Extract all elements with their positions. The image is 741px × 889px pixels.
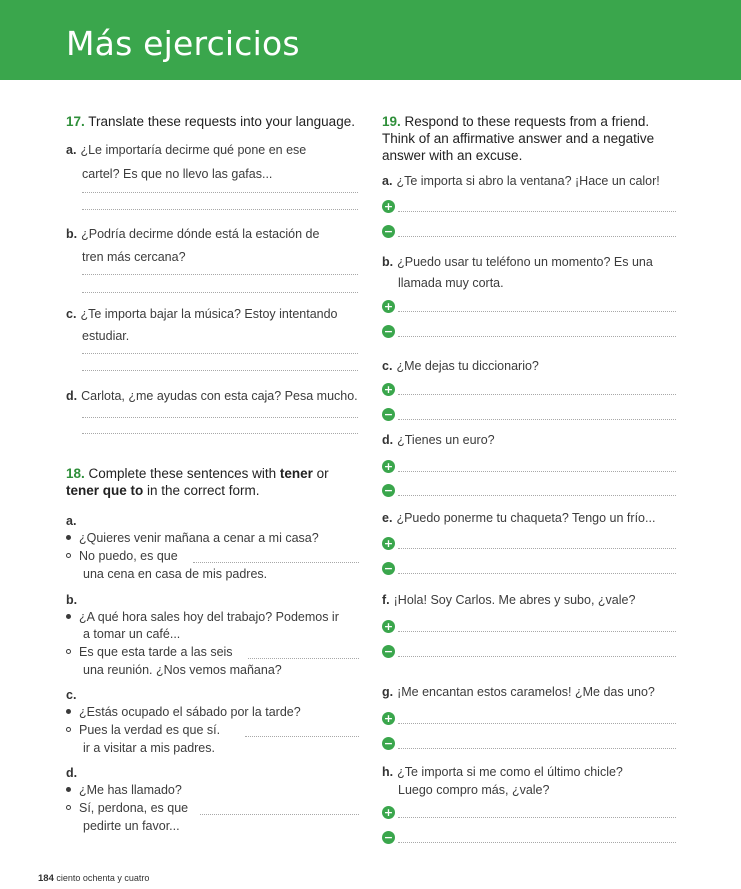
ex19-heading	[382, 113, 702, 164]
ex18-item-b-letter	[66, 592, 81, 608]
item-letter: a.	[66, 143, 77, 157]
answer-line[interactable]	[82, 274, 358, 275]
minus-icon: −	[383, 408, 394, 421]
ex18-b-question	[66, 609, 339, 625]
item-text: ¿Le importaría decirme qué pone en ese	[80, 143, 307, 157]
ex19-item-h-cont: Luego compro más, ¿vale?	[398, 783, 550, 797]
item-text: ¿Te importa si me como el último chicle?	[397, 765, 623, 779]
plus-icon: +	[383, 460, 394, 473]
item-letter: b.	[66, 593, 78, 607]
ex17-item-c-cont: estudiar.	[82, 329, 130, 343]
page-number: 184	[38, 873, 54, 884]
answer-line-affirmative[interactable]	[398, 548, 676, 549]
ex17-item-a	[66, 142, 306, 158]
blank-line[interactable]	[248, 658, 359, 659]
answer-line[interactable]	[82, 370, 358, 371]
answer-line[interactable]	[82, 433, 358, 434]
ex18-c-question	[66, 704, 301, 720]
ex19-item-h	[382, 764, 623, 780]
plus-icon: +	[383, 383, 394, 396]
ex18-number: 18.	[66, 466, 85, 481]
ex18-keyword-tener-que: tener que to	[66, 483, 144, 498]
item-letter: c.	[382, 359, 393, 373]
answer-line-affirmative[interactable]	[398, 723, 676, 724]
minus-icon: −	[383, 645, 394, 658]
item-letter: h.	[382, 765, 394, 779]
plus-icon: +	[383, 537, 394, 550]
ex19-item-d	[382, 432, 495, 448]
ex18-or: or	[312, 466, 329, 481]
dialogue-text: No puedo, es que	[79, 549, 178, 563]
minus-icon: −	[383, 225, 394, 238]
item-text: ¿Puedo usar tu teléfono un momento? Es una	[397, 255, 653, 269]
bullet-hollow-icon	[66, 553, 71, 558]
ex18-b-answer	[66, 644, 233, 660]
ex18-c-answer	[66, 722, 220, 738]
ex19-instruction-line3: answer with an excuse.	[382, 148, 523, 163]
ex17-number: 17.	[66, 114, 85, 129]
page-title: Más ejercicios	[66, 24, 300, 63]
item-text: ¿Me dejas tu diccionario?	[396, 359, 539, 373]
answer-line[interactable]	[82, 292, 358, 293]
minus-icon: −	[383, 737, 394, 750]
dialogue-text: ¿Me has llamado?	[79, 783, 182, 797]
ex19-item-a	[382, 173, 660, 189]
item-text: ¿Te importa bajar la música? Estoy intentando	[80, 307, 338, 321]
ex18-b-answer-cont: una reunión. ¿Nos vemos mañana?	[83, 663, 282, 677]
answer-line-negative[interactable]	[398, 748, 676, 749]
answer-line-negative[interactable]	[398, 419, 676, 420]
item-text: ¿Podría decirme dónde está la estación de	[81, 227, 320, 241]
item-letter: g.	[382, 685, 394, 699]
ex19-item-b	[382, 254, 653, 270]
answer-line-affirmative[interactable]	[398, 631, 676, 632]
ex18-d-answer-cont: pedirte un favor...	[83, 819, 180, 833]
item-letter: e.	[382, 511, 393, 525]
item-text: ¿Te importa si abro la ventana? ¡Hace un calor!	[396, 174, 660, 188]
answer-line-negative[interactable]	[398, 842, 676, 843]
ex19-item-c	[382, 358, 539, 374]
minus-icon: −	[383, 325, 394, 338]
ex19-instruction-line2: Think of an affirmative answer and a negative	[382, 131, 655, 146]
bullet-icon	[66, 709, 71, 714]
ex18-c-answer-cont: ir a visitar a mis padres.	[83, 741, 215, 755]
ex19-number: 19.	[382, 114, 401, 129]
ex18-item-a-letter	[66, 513, 80, 529]
ex18-item-c-letter	[66, 687, 80, 703]
answer-line-affirmative[interactable]	[398, 311, 676, 312]
header-banner	[0, 0, 741, 80]
ex18-d-question	[66, 782, 182, 798]
ex17-item-a-cont: cartel? Es que no llevo las gafas...	[82, 167, 273, 181]
item-letter: d.	[66, 766, 78, 780]
answer-line-affirmative[interactable]	[398, 471, 676, 472]
bullet-icon	[66, 535, 71, 540]
answer-line-negative[interactable]	[398, 656, 676, 657]
dialogue-text: ¿A qué hora sales hoy del trabajo? Podemos ir	[79, 610, 339, 624]
answer-line[interactable]	[82, 192, 358, 193]
ex17-instruction: Translate these requests into your language.	[88, 114, 355, 129]
item-letter: a.	[382, 174, 393, 188]
item-text: ¡Me encantan estos caramelos! ¿Me das uno?	[397, 685, 655, 699]
item-letter: b.	[382, 255, 394, 269]
ex17-item-b	[66, 226, 319, 242]
item-letter: f.	[382, 593, 390, 607]
answer-line-negative[interactable]	[398, 573, 676, 574]
item-letter: c.	[66, 688, 77, 702]
item-letter: d.	[66, 389, 78, 403]
item-text: ¿Puedo ponerme tu chaqueta? Tengo un frío...	[396, 511, 656, 525]
answer-line[interactable]	[82, 209, 358, 210]
ex19-item-f	[382, 592, 635, 608]
plus-icon: +	[383, 620, 394, 633]
ex18-item-d-letter	[66, 765, 81, 781]
blank-line[interactable]	[193, 562, 359, 563]
page-footer	[38, 873, 149, 884]
ex18-a-answer	[66, 548, 178, 564]
answer-line[interactable]	[82, 417, 358, 418]
minus-icon: −	[383, 831, 394, 844]
ex19-instruction-line1: Respond to these requests from a friend.	[404, 114, 650, 129]
ex17-item-d	[66, 388, 358, 404]
answer-line-affirmative[interactable]	[398, 817, 676, 818]
plus-icon: +	[383, 806, 394, 819]
ex18-instruction-pre: Complete these sentences with	[88, 466, 280, 481]
ex18-instruction-post: in the correct form.	[143, 483, 260, 498]
bullet-icon	[66, 614, 71, 619]
bullet-hollow-icon	[66, 649, 71, 654]
item-letter: a.	[66, 514, 77, 528]
minus-icon: −	[383, 562, 394, 575]
plus-icon: +	[383, 300, 394, 313]
dialogue-text: ¿Quieres venir mañana a cenar a mi casa?	[79, 531, 319, 545]
item-letter: d.	[382, 433, 394, 447]
answer-line-negative[interactable]	[398, 495, 676, 496]
answer-line-affirmative[interactable]	[398, 394, 676, 395]
ex19-item-e	[382, 510, 655, 526]
bullet-icon	[66, 787, 71, 792]
bullet-hollow-icon	[66, 805, 71, 810]
dialogue-text: Pues la verdad es que sí.	[79, 723, 221, 737]
plus-icon: +	[383, 200, 394, 213]
ex17-item-c	[66, 306, 338, 322]
item-letter: c.	[66, 307, 77, 321]
answer-line-negative[interactable]	[398, 236, 676, 237]
page-number-words: ciento ochenta y cuatro	[56, 873, 150, 883]
answer-line-negative[interactable]	[398, 336, 676, 337]
blank-line[interactable]	[245, 736, 359, 737]
item-letter: b.	[66, 227, 78, 241]
answer-line[interactable]	[82, 353, 358, 354]
ex17-heading	[66, 113, 355, 130]
item-text: Carlota, ¿me ayudas con esta caja? Pesa mucho.	[81, 389, 358, 403]
minus-icon: −	[383, 484, 394, 497]
ex18-a-answer-cont: una cena en casa de mis padres.	[83, 567, 268, 581]
dialogue-text: Es que esta tarde a las seis	[79, 645, 233, 659]
ex19-item-g	[382, 684, 655, 700]
ex17-item-b-cont: tren más cercana?	[82, 250, 186, 264]
ex18-b-question-cont: a tomar un café...	[83, 627, 181, 641]
dialogue-text: ¿Estás ocupado el sábado por la tarde?	[79, 705, 301, 719]
ex19-item-b-cont: llamada muy corta.	[398, 276, 504, 290]
plus-icon: +	[383, 712, 394, 725]
ex18-keyword-tener: tener	[279, 466, 313, 481]
bullet-hollow-icon	[66, 727, 71, 732]
ex18-d-answer	[66, 800, 188, 816]
ex18-a-question	[66, 530, 319, 546]
answer-line-affirmative[interactable]	[398, 211, 676, 212]
item-text: ¿Tienes un euro?	[397, 433, 495, 447]
blank-line[interactable]	[200, 814, 359, 815]
item-text: ¡Hola! Soy Carlos. Me abres y subo, ¿vale?	[393, 593, 636, 607]
ex18-heading	[66, 465, 366, 499]
dialogue-text: Sí, perdona, es que	[79, 801, 189, 815]
